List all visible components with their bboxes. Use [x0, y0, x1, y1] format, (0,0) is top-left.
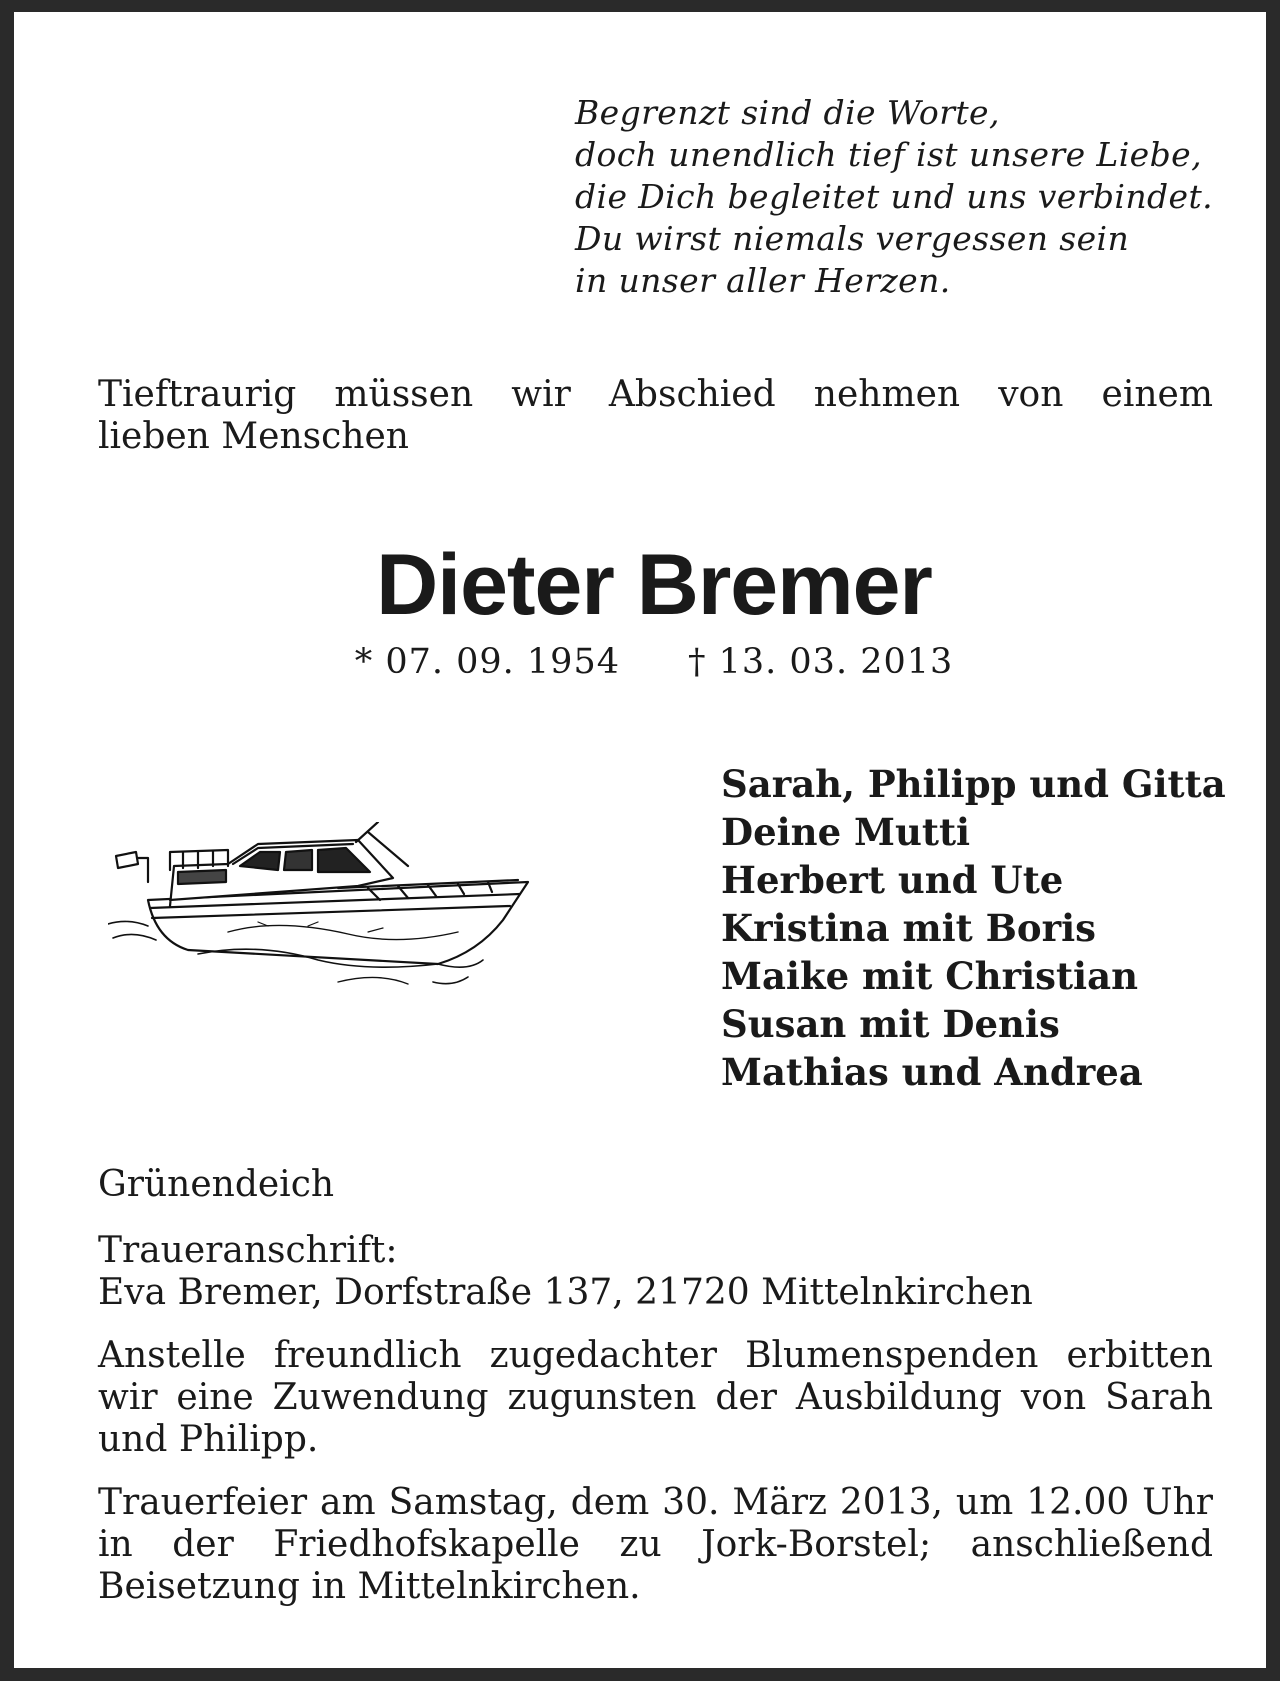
poem: [575, 92, 1235, 302]
intro-text: [98, 374, 1213, 458]
poem-line: Begrenzt sind die Worte,: [575, 93, 1000, 132]
poem-line: doch unendlich tief ist unsere Liebe,: [575, 135, 1202, 174]
donation-note: Anstelle freundlich zugedachter Blumenspenden erbitten wir eine Zuwendung zugunsten der Ausbildung von Sarah und Philipp.: [98, 1335, 1213, 1460]
birth-date: * 07. 09. 1954: [354, 642, 620, 682]
poem-line: die Dich begleitet und uns verbindet.: [575, 177, 1214, 216]
deceased-name: Dieter Bremer: [376, 537, 932, 633]
mourning-address: [98, 1230, 1213, 1314]
intro-line: Tieftraurig müssen wir Abschied nehmen von einem: [98, 374, 1213, 415]
family-member: Susan mit Denis: [721, 1002, 1060, 1046]
motor-yacht-illustration: [108, 822, 538, 992]
poem-line: Du wirst niemals vergessen sein: [575, 219, 1130, 258]
family-member: Sarah, Philipp und Gitta: [721, 762, 1226, 806]
death-date: † 13. 03. 2013: [688, 642, 954, 682]
intro-line: lieben Menschen: [98, 416, 409, 457]
ceremony-note: Trauerfeier am Samstag, dem 30. März 2013, um 12.00 Uhr in der Friedhofskapelle zu Jork-Borstel; anschließend Beisetzung in Mittelnkirchen.: [98, 1482, 1213, 1607]
family-member: Herbert und Ute: [721, 858, 1064, 902]
family-member: Maike mit Christian: [721, 954, 1138, 998]
family-member: Deine Mutti: [721, 810, 971, 854]
poem-line: in unser aller Herzen.: [575, 261, 951, 300]
life-dates: [14, 640, 1280, 684]
family-member: Kristina mit Boris: [721, 906, 1096, 950]
place-name: Grünendeich: [98, 1164, 335, 1205]
family-list: [721, 760, 1241, 1096]
family-member: Mathias und Andrea: [721, 1050, 1143, 1094]
address-label: Traueranschrift:: [98, 1230, 398, 1271]
address-value: Eva Bremer, Dorfstraße 137, 21720 Mittelnkirchen: [98, 1272, 1033, 1313]
